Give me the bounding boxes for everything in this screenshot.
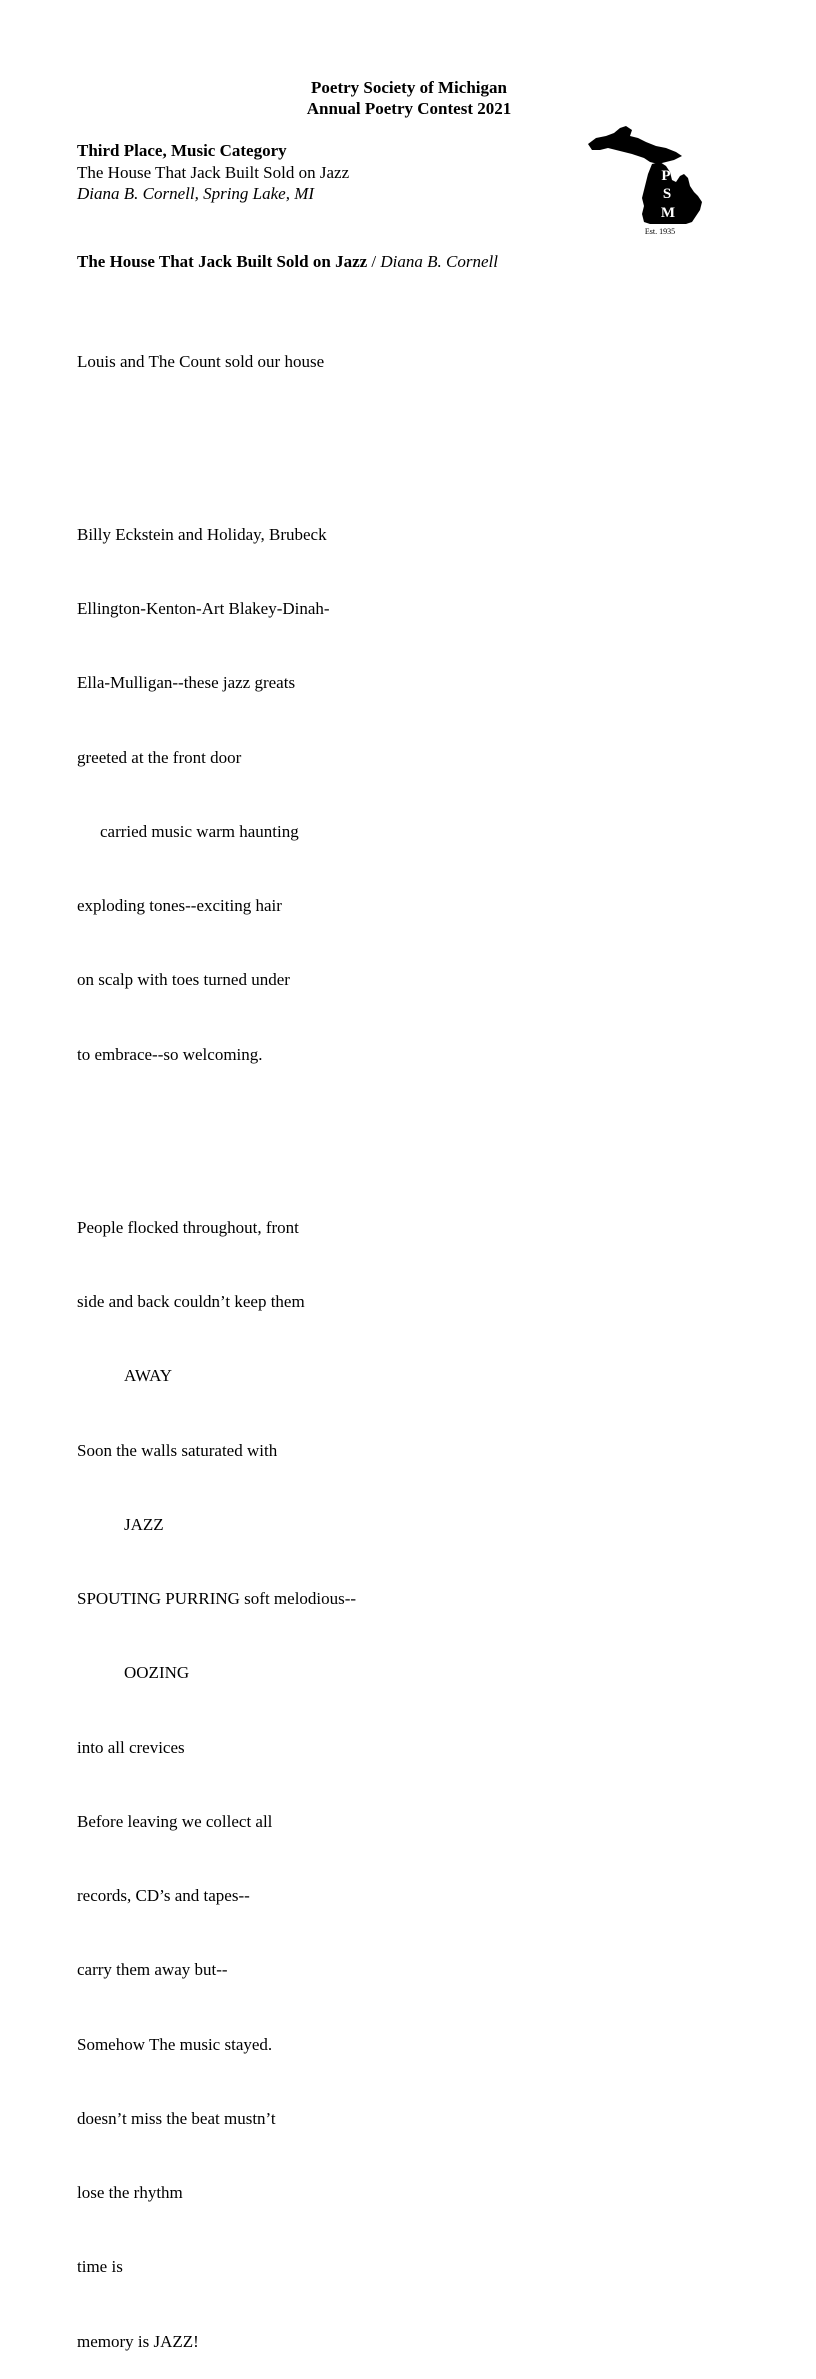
poem-line: greeted at the front door	[77, 747, 242, 767]
contest-name: Annual Poetry Contest 2021	[306, 99, 512, 118]
page-header	[0, 77, 816, 119]
stanza-break	[77, 424, 356, 449]
poem-title-separator: /	[367, 252, 381, 271]
poem-line: JAZZ	[124, 1514, 164, 1534]
award-place: Third Place, Music Category	[77, 141, 287, 160]
poem-author: Diana B. Cornell	[380, 252, 498, 271]
poem-line: SPOUTING PURRING soft melodious--	[77, 1589, 357, 1608]
logo-letter-m: M	[660, 205, 676, 221]
poem-body	[77, 300, 356, 2379]
poem-line: records, CD’s and tapes--	[77, 1886, 250, 1905]
poem-title: The House That Jack Built Sold on Jazz	[77, 252, 368, 271]
michigan-map-icon	[586, 124, 708, 238]
poem-heading	[77, 251, 498, 273]
poem-line: Before leaving we collect all	[77, 1811, 273, 1831]
poem-line: to embrace--so welcoming.	[77, 1044, 263, 1064]
award-author: Diana B. Cornell, Spring Lake, MI	[77, 184, 315, 203]
poem-line: Somehow The music stayed.	[77, 2034, 273, 2054]
poem-line: OOZING	[124, 1663, 190, 1683]
poem-line: on scalp with toes turned under	[77, 970, 290, 990]
poem-line: exploding tones--exciting hair	[77, 896, 282, 915]
poem-line: into all crevices	[77, 1737, 185, 1757]
logo-est: Est. 1935	[644, 227, 676, 236]
award-poem-title: The House That Jack Built Sold on Jazz	[77, 162, 350, 182]
poem-line: doesn’t miss the beat mustn’t	[77, 2108, 276, 2128]
poem-line: carry them away but--	[77, 1960, 228, 1980]
psm-logo	[586, 124, 708, 238]
poem-line: Billy Eckstein and Holiday, Brubeck	[77, 524, 327, 544]
society-name: Poetry Society of Michigan	[311, 78, 507, 97]
poem-line: People flocked throughout, front	[77, 1217, 299, 1237]
poem-line: Ellington-Kenton-Art Blakey-Dinah-	[77, 599, 330, 618]
stanza-break	[77, 1117, 356, 1142]
poem-line: memory is JAZZ!	[77, 2331, 199, 2351]
poem-line: carried music warm haunting	[100, 821, 299, 841]
poem-line: Louis and The Count sold our house	[77, 351, 325, 371]
logo-letter-p: P	[661, 168, 671, 184]
poem-line: Ella-Mulligan--these jazz greats	[77, 673, 296, 693]
poem-line: side and back couldn’t keep them	[77, 1292, 305, 1311]
logo-letter-s: S	[662, 186, 672, 202]
award-block	[77, 140, 349, 205]
poem-line: Soon the walls saturated with	[77, 1440, 278, 1460]
poem-line: AWAY	[124, 1366, 173, 1386]
poem-line: time is	[77, 2257, 123, 2277]
poem-line: lose the rhythm	[77, 2183, 183, 2202]
